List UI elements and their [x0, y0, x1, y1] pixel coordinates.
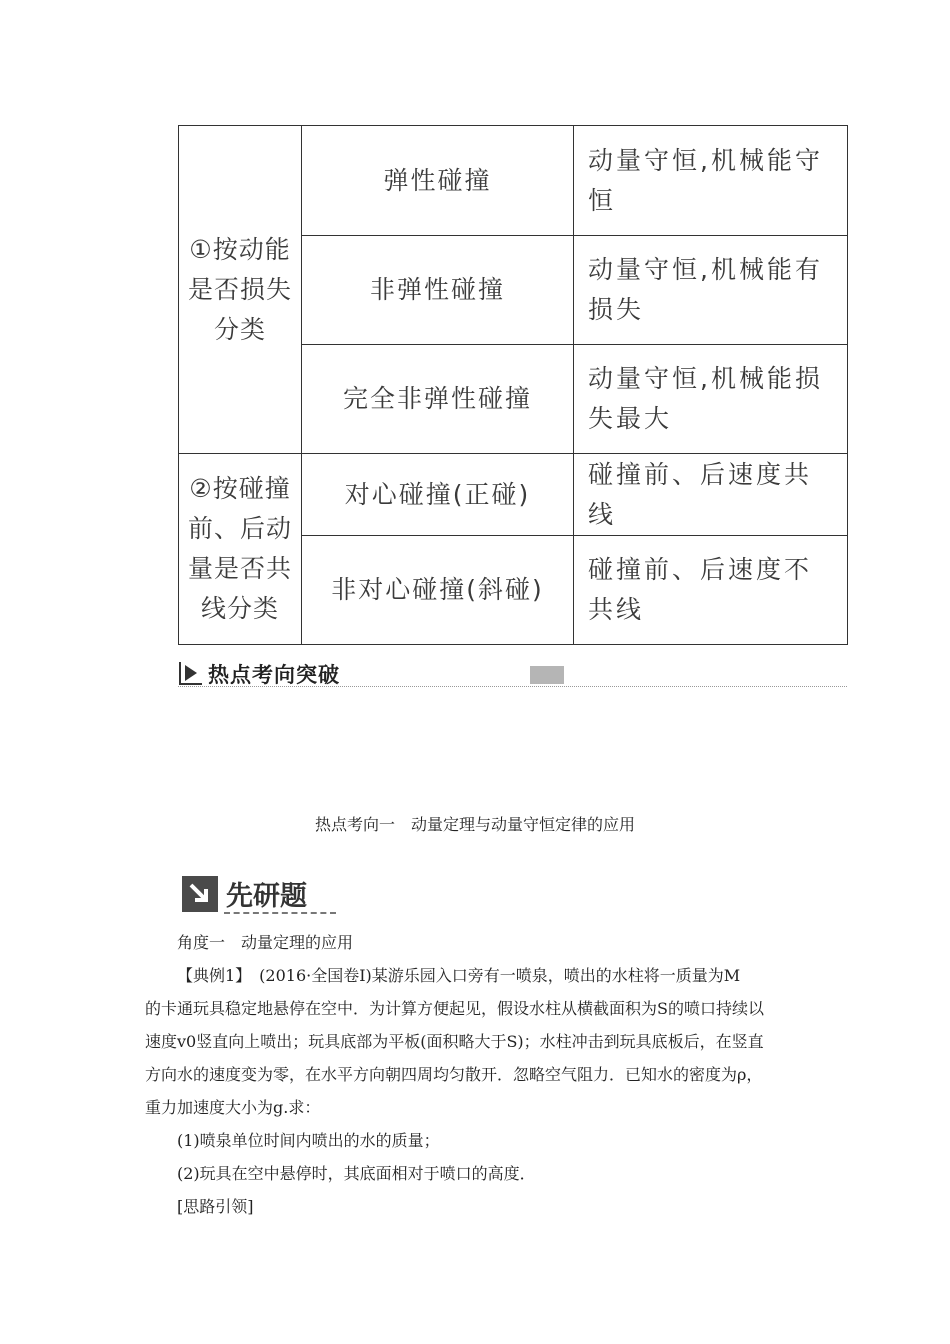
angle-heading — [145, 926, 825, 959]
hot-topics-banner — [178, 658, 847, 688]
question-line: (2)玩具在空中悬停时，其底面相对于喷口的高度． — [177, 1164, 536, 1183]
collision-type: 非对心碰撞(斜碰) — [302, 536, 574, 645]
arrow-box-icon — [182, 876, 218, 912]
collision-result: 动量守恒,机械能有损失 — [574, 236, 848, 345]
hint-label: [思路引领] — [177, 1197, 254, 1216]
collision-result: 碰撞前、后速度共线 — [574, 454, 848, 536]
collision-type: 非弹性碰撞 — [302, 236, 574, 345]
collision-result: 动量守恒,机械能损失最大 — [574, 345, 848, 454]
category-by-energy: ①按动能是否损失分类 — [179, 126, 302, 454]
example-line: 重力加速度大小为g.求： — [145, 1098, 321, 1117]
pre-study-underline — [224, 912, 336, 914]
example-line: 【典例1】 (2016·全国卷Ⅰ)某游乐园入口旁有一喷泉，喷出的水柱将一质量为M — [177, 966, 741, 985]
pre-study-label: 先研题 — [226, 881, 307, 912]
question-line: (1)喷泉单位时间内喷出的水的质量； — [177, 1131, 440, 1150]
banner-block — [530, 666, 564, 684]
collision-result: 动量守恒,机械能守恒 — [574, 126, 848, 236]
example-line: 方向水的速度变为零，在水平方向朝四周均匀散开．忽略空气阻力．已知水的密度为ρ， — [145, 1065, 763, 1084]
example-line: 速度v0竖直向上喷出；玩具底部为平板(面积略大于S)；水柱冲击到玩具底板后，在竖直 — [145, 1032, 764, 1051]
example-text — [145, 959, 825, 1223]
collision-type: 完全非弹性碰撞 — [302, 345, 574, 454]
angle-text: 角度一 动量定理的应用 — [177, 933, 354, 952]
collision-result: 碰撞前、后速度不共线 — [574, 536, 848, 645]
section-title: 热点考向一 动量定理与动量守恒定律的应用 — [314, 815, 635, 834]
banner-rule — [178, 686, 847, 687]
pre-study-heading — [180, 872, 340, 916]
banner-label: 热点考向突破 — [208, 663, 340, 687]
example-line: 的卡通玩具稳定地悬停在空中．为计算方便起见，假设水柱从横截面积为S的喷口持续以 — [145, 999, 764, 1018]
category-by-direction: ②按碰撞前、后动量是否共线分类 — [179, 454, 302, 645]
collision-classification-table — [178, 125, 848, 645]
arrow-icon — [178, 660, 204, 686]
collision-type: 对心碰撞(正碰) — [302, 454, 574, 536]
collision-type: 弹性碰撞 — [302, 126, 574, 236]
